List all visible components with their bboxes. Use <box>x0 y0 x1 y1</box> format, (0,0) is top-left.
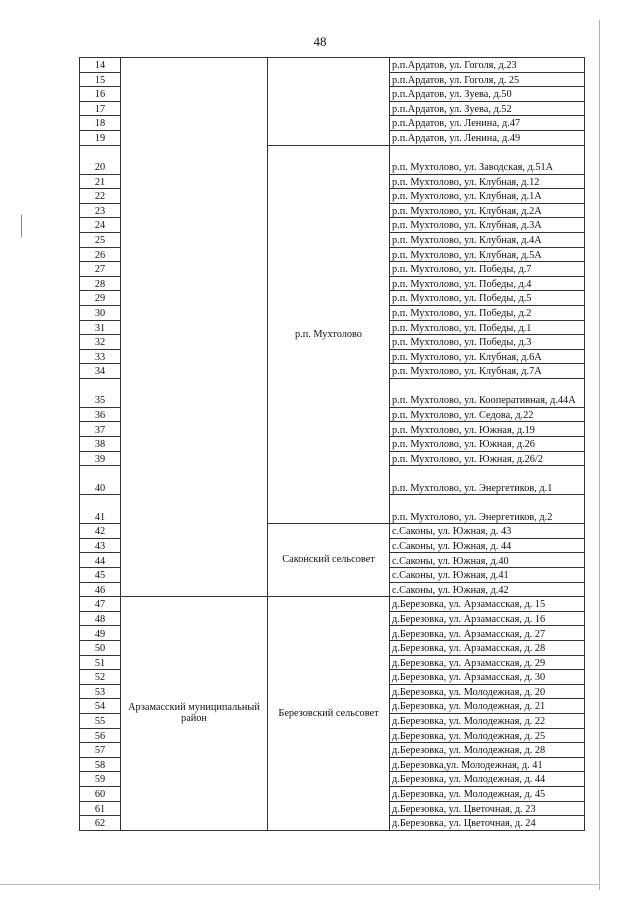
row-number: 42 <box>80 524 121 539</box>
table-row <box>80 597 585 612</box>
address-cell: р.п. Мухтолово, ул. Энергетиков, д.2 <box>390 495 585 524</box>
address-cell: р.п.Ардатов, ул. Ленина, д.47 <box>390 116 585 131</box>
row-number: 15 <box>80 72 121 87</box>
row-number: 32 <box>80 335 121 350</box>
row-number: 26 <box>80 247 121 262</box>
table-row <box>80 58 585 73</box>
row-number: 34 <box>80 364 121 379</box>
row-number: 46 <box>80 582 121 597</box>
row-number: 29 <box>80 291 121 306</box>
address-cell: д.Березовка, ул. Арзамасская, д. 16 <box>390 611 585 626</box>
row-number: 23 <box>80 203 121 218</box>
row-number: 47 <box>80 597 121 612</box>
settlement-cell: Саконский сельсовет <box>268 524 390 597</box>
row-number: 58 <box>80 757 121 772</box>
row-number: 38 <box>80 437 121 452</box>
row-number: 25 <box>80 232 121 247</box>
address-cell: с.Саконы, ул. Южная, д.41 <box>390 568 585 583</box>
address-cell: с.Саконы, ул. Южная, д.42 <box>390 582 585 597</box>
address-cell: р.п. Мухтолово, ул. Клубная, д.2А <box>390 203 585 218</box>
row-number: 59 <box>80 772 121 787</box>
row-number: 57 <box>80 743 121 758</box>
row-number: 20 <box>80 145 121 174</box>
row-number: 16 <box>80 87 121 102</box>
address-cell: р.п. Мухтолово, ул. Клубная, д.1А <box>390 189 585 204</box>
address-cell: р.п.Ардатов, ул. Ленина, д.49 <box>390 130 585 145</box>
address-cell: р.п. Мухтолово, ул. Южная, д.26/2 <box>390 451 585 466</box>
address-cell: д.Березовка, ул. Арзамасская, д. 28 <box>390 641 585 656</box>
row-number: 28 <box>80 276 121 291</box>
row-number: 27 <box>80 262 121 277</box>
address-cell: д.Березовка,ул. Молодежная, д. 41 <box>390 757 585 772</box>
row-number: 18 <box>80 116 121 131</box>
address-cell: р.п. Мухтолово, ул. Клубная, д.5А <box>390 247 585 262</box>
row-number: 53 <box>80 684 121 699</box>
settlement-cell: Березовский сельсовет <box>268 597 390 831</box>
address-cell: р.п. Мухтолово, ул. Южная, д.26 <box>390 437 585 452</box>
address-cell: д.Березовка, ул. Арзамасская, д. 29 <box>390 655 585 670</box>
row-number: 62 <box>80 816 121 831</box>
row-number: 37 <box>80 422 121 437</box>
address-cell: р.п. Мухтолово, ул. Победы, д.2 <box>390 305 585 320</box>
row-number: 56 <box>80 728 121 743</box>
address-cell: д.Березовка, ул. Цветочная, д. 24 <box>390 816 585 831</box>
address-cell: д.Березовка, ул. Молодежная, д. 28 <box>390 743 585 758</box>
row-number: 39 <box>80 451 121 466</box>
row-number: 24 <box>80 218 121 233</box>
address-cell: р.п. Мухтолово, ул. Энергетиков, д.1 <box>390 466 585 495</box>
row-number: 55 <box>80 713 121 728</box>
district-cell <box>121 58 268 597</box>
row-number: 54 <box>80 699 121 714</box>
address-cell: р.п. Мухтолово, ул. Победы, д.3 <box>390 335 585 350</box>
address-cell: д.Березовка, ул. Молодежная, д. 45 <box>390 786 585 801</box>
address-cell: д.Березовка, ул. Цветочная, д. 23 <box>390 801 585 816</box>
row-number: 14 <box>80 58 121 73</box>
row-number: 45 <box>80 568 121 583</box>
address-cell: р.п.Ардатов, ул. Гоголя, д. 25 <box>390 72 585 87</box>
row-number: 22 <box>80 189 121 204</box>
address-cell: р.п. Мухтолово, ул. Победы, д.5 <box>390 291 585 306</box>
row-number: 61 <box>80 801 121 816</box>
address-cell: д.Березовка, ул. Молодежная, д. 21 <box>390 699 585 714</box>
address-cell: д.Березовка, ул. Арзамасская, д. 15 <box>390 597 585 612</box>
address-cell: р.п. Мухтолово, ул. Клубная, д.6А <box>390 349 585 364</box>
address-cell: р.п. Мухтолово, ул. Южная, д.19 <box>390 422 585 437</box>
row-number: 51 <box>80 655 121 670</box>
address-cell: р.п. Мухтолово, ул. Седова, д.22 <box>390 407 585 422</box>
address-cell: д.Березовка, ул. Молодежная, д. 22 <box>390 713 585 728</box>
row-number: 19 <box>80 130 121 145</box>
page-number: 48 <box>313 34 327 49</box>
address-cell: с.Саконы, ул. Южная, д. 43 <box>390 524 585 539</box>
address-cell: р.п. Мухтолово, ул. Заводская, д.51А <box>390 145 585 174</box>
address-cell: д.Березовка, ул. Молодежная, д. 44 <box>390 772 585 787</box>
scan-artifact-bottom <box>0 884 600 885</box>
row-number: 30 <box>80 305 121 320</box>
address-cell: р.п. Мухтолово, ул. Победы, д.7 <box>390 262 585 277</box>
address-cell: д.Березовка, ул. Арзамасская, д. 27 <box>390 626 585 641</box>
address-cell: р.п. Мухтолово, ул. Победы, д.1 <box>390 320 585 335</box>
address-cell: р.п. Мухтолово, ул. Победы, д.4 <box>390 276 585 291</box>
row-number: 21 <box>80 174 121 189</box>
row-number: 49 <box>80 626 121 641</box>
row-number: 33 <box>80 349 121 364</box>
address-table <box>79 57 585 831</box>
row-number: 52 <box>80 670 121 685</box>
row-number: 60 <box>80 786 121 801</box>
row-number: 44 <box>80 553 121 568</box>
row-number: 40 <box>80 466 121 495</box>
row-number: 31 <box>80 320 121 335</box>
address-cell: р.п. Мухтолово, ул. Клубная, д.7А <box>390 364 585 379</box>
row-number: 48 <box>80 611 121 626</box>
address-cell: р.п. Мухтолово, ул. Клубная, д.4А <box>390 232 585 247</box>
row-number: 35 <box>80 378 121 407</box>
district-cell: Арзамасский муниципальный район <box>121 597 268 831</box>
address-cell: р.п. Мухтолово, ул. Клубная, д.3А <box>390 218 585 233</box>
address-cell: р.п. Мухтолово, ул. Кооперативная, д.44А <box>390 378 585 407</box>
address-cell: р.п. Мухтолово, ул. Клубная, д.12 <box>390 174 585 189</box>
address-cell: д.Березовка, ул. Арзамасская, д. 30 <box>390 670 585 685</box>
address-cell: р.п.Ардатов, ул. Зуева, д.50 <box>390 87 585 102</box>
settlement-cell <box>268 58 390 146</box>
address-cell: с.Саконы, ул. Южная, д.40 <box>390 553 585 568</box>
scan-artifact-left <box>21 215 22 237</box>
row-number: 50 <box>80 641 121 656</box>
address-cell: р.п.Ардатов, ул. Зуева, д.52 <box>390 101 585 116</box>
address-cell: д.Березовка, ул. Молодежная, д. 25 <box>390 728 585 743</box>
scan-artifact-right <box>599 20 600 890</box>
address-cell: р.п.Ардатов, ул. Гоголя, д.23 <box>390 58 585 73</box>
row-number: 36 <box>80 407 121 422</box>
row-number: 41 <box>80 495 121 524</box>
row-number: 17 <box>80 101 121 116</box>
address-cell: д.Березовка, ул. Молодежная, д. 20 <box>390 684 585 699</box>
address-cell: с.Саконы, ул. Южная, д. 44 <box>390 538 585 553</box>
row-number: 43 <box>80 538 121 553</box>
settlement-cell: р.п. Мухтолово <box>268 145 390 524</box>
